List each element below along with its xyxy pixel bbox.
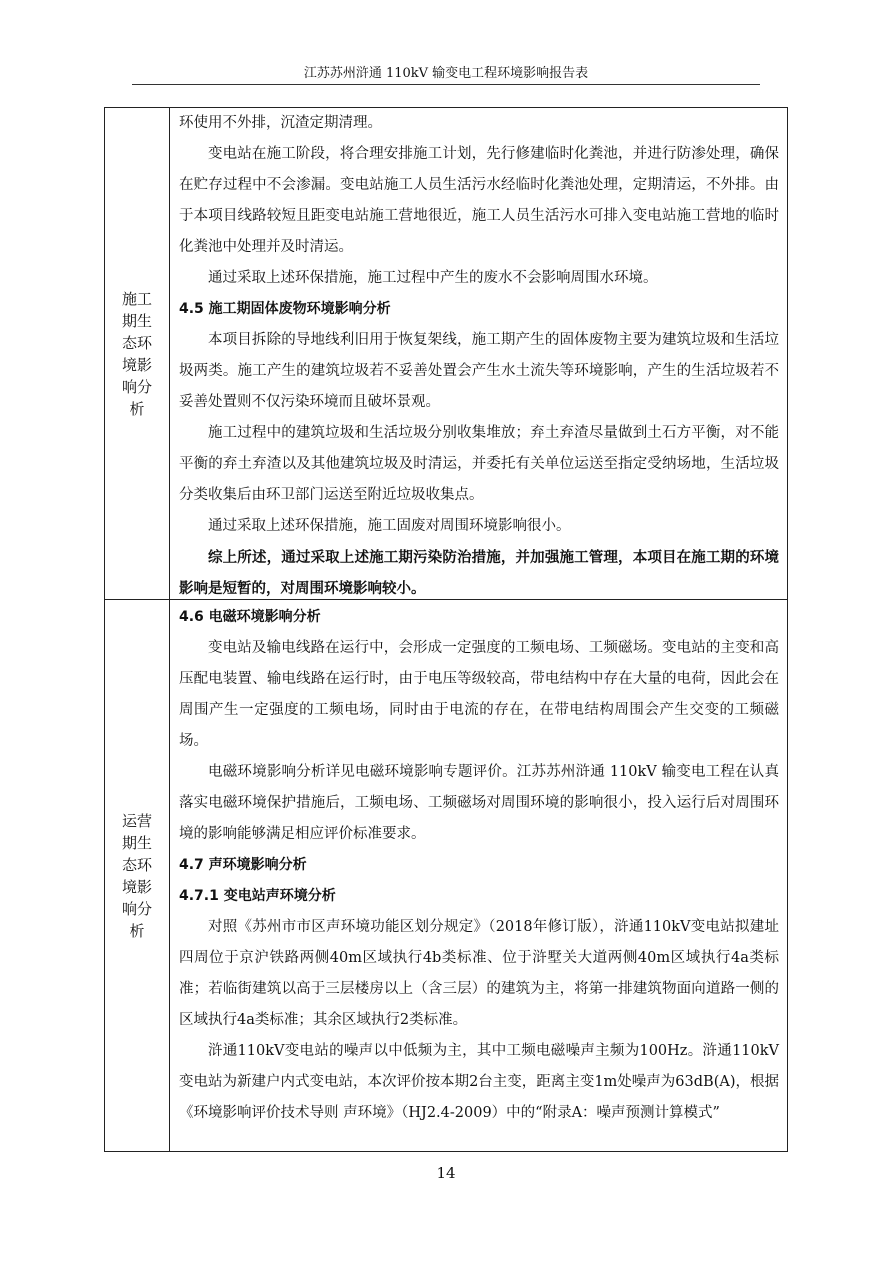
report-table bbox=[104, 107, 788, 1152]
paragraph: 本项目拆除的导地线利旧用于恢复架线，施工期产生的固体废物主要为建筑垃圾和生活垃圾两类。施工产生的建筑垃圾若不妥善处置会产生水土流失等环境影响，产生的生活垃圾若不妥善处置则不仅污染环境而且破坏景观。 bbox=[179, 332, 779, 410]
page-header: 江苏苏州浒通 110kV 输变电工程环境影响报告表 bbox=[303, 66, 589, 81]
construction-period-row bbox=[105, 108, 787, 600]
paragraph: 通过采取上述环保措施，施工过程中产生的废水不会影响周围水环境。 bbox=[208, 270, 658, 286]
row-label: 运营期生态环境影响分析 bbox=[121, 811, 152, 940]
subsection-heading: 4.7.1 变电站声环境分析 bbox=[179, 888, 336, 904]
row-content-cell bbox=[170, 600, 787, 1151]
section-heading: 4.5 施工期固体废物环境影响分析 bbox=[179, 301, 391, 317]
row-content-cell bbox=[170, 108, 787, 599]
paragraph: 变电站在施工阶段，将合理安排施工计划，先行修建临时化粪池，并进行防渗处理，确保在贮存过程中不会渗漏。变电站施工人员生活污水经临时化粪池处理，定期清运，不外排。由于本项目线路较短且距变电站施工营地很近，施工人员生活污水可排入变电站施工营地的临时化粪池中处理并及时清运。 bbox=[179, 146, 779, 255]
page-number: 14 bbox=[436, 1164, 456, 1182]
paragraph: 浒通110kV变电站的噪声以中低频为主，其中工频电磁噪声主频为100Hz。浒通110kV变电站为新建户内式变电站，本次评价按本期2台主变，距离主变1m处噪声为63dB(A)，根据《环境影响评价技术导则 声环境》（HJ2.4-2009）中的“附录A：噪声预测计算模式” bbox=[179, 1043, 779, 1121]
paragraph: 电磁环境影响分析详见电磁环境影响专题评价。江苏苏州浒通 110kV 输变电工程在认真落实电磁环境保护措施后，工频电场、工频磁场对周围环境的影响很小，投入运行后对周围环境的影响能够满足相应评价标准要求。 bbox=[179, 764, 779, 842]
paragraph: 变电站及输电线路在运行中，会形成一定强度的工频电场、工频磁场。变电站的主变和高压配电装置、输电线路在运行时，由于电压等级较高，带电结构中存在大量的电荷，因此会在周围产生一定强度的工频电场，同时由于电流的存在，在带电结构周围会产生交变的工频磁场。 bbox=[179, 640, 779, 749]
operation-period-row bbox=[105, 600, 787, 1151]
header-rule bbox=[132, 84, 760, 85]
paragraph: 施工过程中的建筑垃圾和生活垃圾分别收集堆放；弃土弃渣尽量做到土石方平衡，对不能平衡的弃土弃渣以及其他建筑垃圾及时清运，并委托有关单位运送至指定受纳场地，生活垃圾分类收集后由环卫部门运送至附近垃圾收集点。 bbox=[179, 425, 779, 503]
row-label: 施工期生态环境影响分析 bbox=[121, 289, 152, 418]
section-heading: 4.6 电磁环境影响分析 bbox=[179, 609, 321, 625]
paragraph: 对照《苏州市市区声环境功能区划分规定》（2018年修订版），浒通110kV变电站拟建址四周位于京沪铁路两侧40m区域执行4b类标准、位于浒墅关大道两侧40m区域执行4a类标准；若临街建筑以高于三层楼房以上（含三层）的建筑为主，将第一排建筑物面向道路一侧的区域执行4a类标准；其余区域执行2类标准。 bbox=[179, 919, 779, 1028]
section-heading: 4.7 声环境影响分析 bbox=[179, 857, 307, 873]
conclusion-paragraph: 综上所述，通过采取上述施工期污染防治措施，并加强施工管理，本项目在施工期的环境影响是短暂的，对周围环境影响较小。 bbox=[179, 549, 779, 597]
paragraph: 环使用不外排，沉渣定期清理。 bbox=[179, 115, 382, 131]
row-label-cell bbox=[105, 108, 170, 599]
row-label-cell bbox=[105, 600, 170, 1151]
paragraph: 通过采取上述环保措施，施工固废对周围环境影响很小。 bbox=[208, 518, 571, 534]
